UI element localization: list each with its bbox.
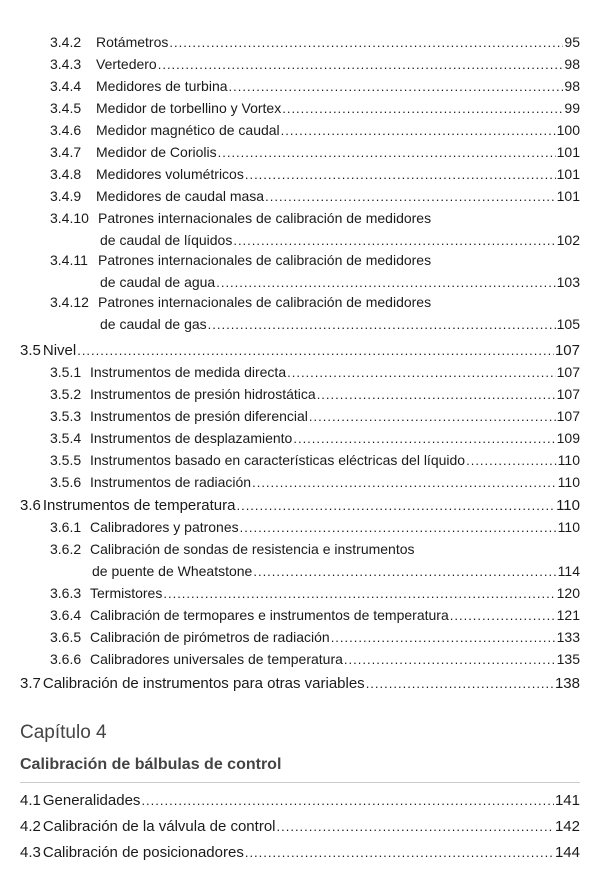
section-title: Calibración de posicionadores bbox=[42, 844, 244, 861]
entry-title: Patrones internacionales de calibración de medidores bbox=[98, 252, 432, 268]
section-number: 4.3 bbox=[20, 844, 41, 861]
dot-leader bbox=[287, 365, 556, 380]
toc-entry[interactable] bbox=[50, 166, 580, 182]
toc-entry[interactable] bbox=[100, 316, 580, 332]
dot-leader bbox=[240, 520, 557, 535]
entry-number: 3.6.1 bbox=[50, 519, 82, 535]
toc-section[interactable] bbox=[20, 792, 580, 809]
dot-leader bbox=[466, 453, 557, 468]
dot-leader bbox=[282, 101, 563, 116]
entry-title: Calibración de termopares e instrumentos de temperatura bbox=[90, 607, 449, 623]
entry-title: Medidores de turbina bbox=[96, 78, 228, 94]
entry-title-continued: de puente de Wheatstone bbox=[92, 563, 253, 579]
dot-leader bbox=[169, 35, 563, 50]
toc-entry[interactable] bbox=[50, 34, 580, 50]
entry-page: 98 bbox=[564, 56, 580, 72]
entry-title: Rotámetros bbox=[96, 34, 169, 50]
toc-entry[interactable] bbox=[50, 607, 580, 623]
entry-title-continued: de caudal de gas bbox=[100, 316, 207, 332]
toc-entry[interactable] bbox=[100, 274, 580, 290]
section-title: Generalidades bbox=[42, 792, 141, 809]
toc-entry[interactable] bbox=[50, 122, 580, 138]
section-page: 144 bbox=[554, 844, 580, 861]
entry-page: 135 bbox=[556, 651, 580, 667]
toc-entry[interactable] bbox=[50, 452, 580, 468]
entry-number: 3.5.6 bbox=[50, 474, 82, 490]
entry-page: 110 bbox=[557, 519, 580, 535]
entry-number: 3.4.6 bbox=[50, 122, 82, 138]
dot-leader bbox=[77, 343, 554, 358]
dot-leader bbox=[141, 793, 554, 808]
entry-number: 3.5.4 bbox=[50, 430, 82, 446]
entry-number: 3.4.5 bbox=[50, 100, 82, 116]
dot-leader bbox=[317, 387, 556, 402]
entry-title: Termistores bbox=[90, 585, 163, 601]
dot-leader bbox=[293, 431, 555, 446]
entry-title: Calibración de pirómetros de radiación bbox=[90, 629, 330, 645]
dot-leader bbox=[366, 676, 554, 691]
entry-title: Medidor de torbellino y Vortex bbox=[96, 100, 282, 116]
chapter-divider bbox=[20, 782, 580, 783]
toc-entry[interactable] bbox=[50, 56, 580, 72]
entry-number: 3.4.4 bbox=[50, 78, 82, 94]
toc-entry[interactable] bbox=[50, 188, 580, 204]
section-number: 3.5 bbox=[20, 342, 41, 359]
section-page: 107 bbox=[554, 342, 580, 359]
toc-entry[interactable] bbox=[92, 563, 580, 579]
toc-entry[interactable] bbox=[50, 430, 580, 446]
entry-number: 3.4.8 bbox=[50, 166, 82, 182]
entry-title: Calibración de sondas de resistencia e instrumentos bbox=[90, 541, 415, 557]
toc-entry[interactable] bbox=[50, 100, 580, 116]
section-number: 3.7 bbox=[20, 675, 41, 692]
dot-leader bbox=[245, 845, 554, 860]
chapter-label: Capítulo 4 bbox=[20, 722, 107, 743]
toc-entry[interactable] bbox=[50, 629, 580, 645]
toc-entry[interactable] bbox=[50, 144, 580, 160]
toc-entry[interactable] bbox=[100, 232, 580, 248]
dot-leader bbox=[236, 498, 555, 513]
toc-entry[interactable] bbox=[50, 408, 580, 424]
dot-leader bbox=[216, 275, 555, 290]
entry-number: 3.5.2 bbox=[50, 386, 82, 402]
entry-title: Calibradores universales de temperatura bbox=[90, 651, 343, 667]
entry-number: 3.6.3 bbox=[50, 585, 82, 601]
section-number: 3.6 bbox=[20, 497, 41, 514]
entry-page: 107 bbox=[556, 386, 580, 402]
entry-number: 3.4.12 bbox=[50, 294, 89, 310]
toc-entry[interactable] bbox=[50, 585, 580, 601]
entry-title: Patrones internacionales de calibración de medidores bbox=[98, 294, 432, 310]
dot-leader bbox=[309, 409, 556, 424]
dot-leader bbox=[218, 145, 556, 160]
entry-title: Instrumentos de presión hidrostática bbox=[90, 386, 316, 402]
section-title: Calibración de instrumentos para otras variables bbox=[42, 675, 365, 692]
toc-entry[interactable] bbox=[50, 651, 580, 667]
entry-page: 99 bbox=[564, 100, 580, 116]
dot-leader bbox=[245, 167, 556, 182]
toc-entry[interactable] bbox=[50, 364, 580, 380]
entry-page: 101 bbox=[556, 166, 580, 182]
entry-page: 101 bbox=[556, 144, 580, 160]
entry-number: 3.4.9 bbox=[50, 188, 82, 204]
section-title: Calibración de la válvula de control bbox=[42, 818, 276, 835]
entry-page: 100 bbox=[556, 122, 580, 138]
entry-page: 110 bbox=[557, 474, 580, 490]
entry-title: Medidores de caudal masa bbox=[96, 188, 265, 204]
entry-number: 3.6.6 bbox=[50, 651, 82, 667]
dot-leader bbox=[450, 608, 556, 623]
dot-leader bbox=[252, 475, 557, 490]
entry-page: 109 bbox=[556, 430, 580, 446]
entry-number: 3.6.4 bbox=[50, 607, 82, 623]
entry-title: Instrumentos de medida directa bbox=[90, 364, 287, 380]
entry-page: 133 bbox=[556, 629, 580, 645]
entry-number: 3.6.2 bbox=[50, 541, 82, 557]
entry-page: 120 bbox=[556, 585, 580, 601]
dot-leader bbox=[158, 57, 564, 72]
entry-page: 102 bbox=[556, 232, 580, 248]
section-page: 110 bbox=[556, 497, 580, 514]
entry-title: Patrones internacionales de calibración de medidores bbox=[98, 210, 432, 226]
entry-page: 121 bbox=[556, 607, 580, 623]
entry-title: Medidores volumétricos bbox=[96, 166, 244, 182]
section-page: 138 bbox=[554, 675, 580, 692]
toc-section[interactable] bbox=[20, 675, 580, 692]
entry-page: 103 bbox=[556, 274, 580, 290]
toc-section[interactable] bbox=[20, 497, 580, 514]
toc-entry[interactable] bbox=[50, 78, 580, 94]
toc-section[interactable] bbox=[20, 342, 580, 359]
entry-page: 98 bbox=[564, 78, 580, 94]
toc-section[interactable] bbox=[20, 844, 580, 861]
toc-entry-first-line bbox=[50, 210, 431, 226]
toc-entry-first-line bbox=[50, 252, 431, 268]
dot-leader bbox=[253, 564, 556, 579]
toc-entry-first-line bbox=[50, 294, 431, 310]
entry-number: 3.5.3 bbox=[50, 408, 82, 424]
section-page: 142 bbox=[554, 818, 580, 835]
entry-page: 107 bbox=[556, 364, 580, 380]
entry-title: Calibradores y patrones bbox=[90, 519, 239, 535]
entry-number: 3.6.5 bbox=[50, 629, 82, 645]
entry-number: 3.4.3 bbox=[50, 56, 82, 72]
dot-leader bbox=[277, 819, 554, 834]
entry-title: Vertedero bbox=[96, 56, 157, 72]
entry-number: 3.5.5 bbox=[50, 452, 82, 468]
dot-leader bbox=[208, 317, 556, 332]
dot-leader bbox=[331, 630, 556, 645]
dot-leader bbox=[163, 586, 555, 601]
chapter-title: Calibración de bálbulas de control bbox=[20, 756, 282, 773]
entry-number: 3.4.10 bbox=[50, 210, 89, 226]
entry-page: 105 bbox=[556, 316, 580, 332]
entry-page: 95 bbox=[564, 34, 580, 50]
entry-page: 101 bbox=[556, 188, 580, 204]
section-title: Instrumentos de temperatura bbox=[42, 497, 236, 514]
section-title: Nivel bbox=[42, 342, 77, 359]
toc-entry[interactable] bbox=[50, 386, 580, 402]
dot-leader bbox=[281, 123, 556, 138]
entry-page: 107 bbox=[556, 408, 580, 424]
entry-title: Instrumentos de presión diferencial bbox=[90, 408, 308, 424]
entry-number: 3.4.11 bbox=[50, 252, 88, 268]
entry-title: Instrumentos basado en características eléctricas del líquido bbox=[90, 452, 466, 468]
dot-leader bbox=[344, 652, 556, 667]
entry-page: 114 bbox=[557, 563, 580, 579]
entry-title: Instrumentos de radiación bbox=[90, 474, 252, 490]
entry-number: 3.4.2 bbox=[50, 34, 82, 50]
toc-entry[interactable] bbox=[50, 474, 580, 490]
entry-number: 3.4.7 bbox=[50, 144, 82, 160]
toc-entry-first-line bbox=[50, 541, 415, 557]
entry-page: 110 bbox=[557, 452, 580, 468]
toc-entry[interactable] bbox=[50, 519, 580, 535]
entry-title-continued: de caudal de agua bbox=[100, 274, 216, 290]
entry-number: 3.5.1 bbox=[50, 364, 82, 380]
entry-title: Medidor magnético de caudal bbox=[96, 122, 280, 138]
entry-title-continued: de caudal de líquidos bbox=[100, 232, 233, 248]
entry-title: Medidor de Coriolis bbox=[96, 144, 217, 160]
entry-title: Instrumentos de desplazamiento bbox=[90, 430, 293, 446]
dot-leader bbox=[233, 233, 555, 248]
toc-section[interactable] bbox=[20, 818, 580, 835]
section-number: 4.1 bbox=[20, 792, 41, 809]
section-page: 141 bbox=[554, 792, 580, 809]
dot-leader bbox=[265, 189, 556, 204]
dot-leader bbox=[229, 79, 564, 94]
section-number: 4.2 bbox=[20, 818, 41, 835]
